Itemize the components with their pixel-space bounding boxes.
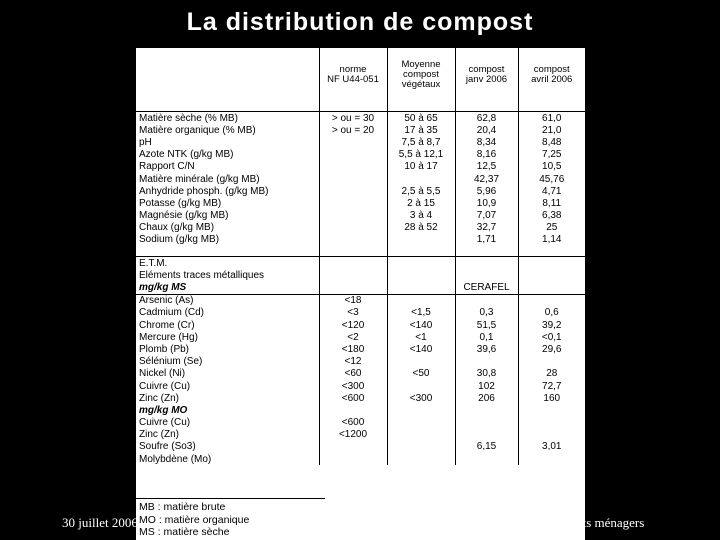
cell-value [387, 380, 455, 392]
cell-value: 17 à 35 [387, 124, 455, 136]
cell-value: <3 [319, 307, 387, 319]
table-row [136, 161, 585, 173]
cell-value: 12,5 [455, 161, 518, 173]
table-row [136, 294, 585, 307]
cell-value [319, 234, 387, 246]
cell-value [518, 453, 585, 465]
table-row [136, 136, 585, 148]
row-label: mg/kg MO [139, 404, 188, 416]
cell-value [518, 281, 585, 294]
cell-value [387, 173, 455, 185]
cell-value: 7,07 [455, 210, 518, 222]
table-row [136, 185, 585, 197]
cell-value: 0,1 [455, 331, 518, 343]
cell-value: 6,38 [518, 210, 585, 222]
table-row [136, 307, 585, 319]
cell-value: 39,6 [455, 343, 518, 355]
column-header: compost janv 2006 [455, 48, 518, 101]
cell-value [455, 404, 518, 416]
row-label: Matière sèche (% MB) [136, 112, 319, 125]
cell-value: 20,4 [455, 124, 518, 136]
section-header [136, 281, 585, 294]
spacer-row [136, 101, 585, 112]
data-table [136, 48, 585, 465]
row-label: Sodium (g/kg MB) [139, 234, 220, 246]
cell-value [387, 269, 455, 281]
table-row [136, 441, 585, 453]
cell-value [518, 294, 585, 307]
cell-value: 8,34 [455, 136, 518, 148]
cell-value: > ou = 30 [319, 112, 387, 125]
cell-value: 5,96 [455, 185, 518, 197]
cell-value [387, 404, 455, 416]
row-label: Chaux (g/kg MB) [139, 222, 215, 234]
title-bar [0, 0, 720, 48]
cell-value [518, 404, 585, 416]
cell-value [319, 404, 387, 416]
cell-value: <18 [319, 294, 387, 307]
table-row [136, 197, 585, 209]
header-row [136, 48, 585, 101]
cell-value: 3,01 [518, 441, 585, 453]
cell-value [387, 453, 455, 465]
cell-value [387, 441, 455, 453]
row-label: Soufre (So3) [139, 441, 196, 453]
cell-value: 102 [455, 380, 518, 392]
table-row [136, 319, 585, 331]
footer-date: 30 juillet 2006 [62, 515, 138, 530]
cell-value [455, 101, 518, 112]
cell-value [455, 429, 518, 441]
cell-value [387, 246, 455, 257]
row-label [136, 101, 319, 112]
cell-value: CERAFEL [455, 281, 518, 294]
row-label: Plomb (Pb) [139, 343, 190, 355]
cell-value [387, 356, 455, 368]
cell-value: 39,2 [518, 319, 585, 331]
cell-value: 72,7 [518, 380, 585, 392]
cell-value: 10 à 17 [387, 161, 455, 173]
table-row [136, 356, 585, 368]
cell-value: 0,3 [455, 307, 518, 319]
column-header: compost avril 2006 [518, 48, 585, 101]
cell-value [387, 101, 455, 112]
table-row [136, 124, 585, 136]
footer-colloque: Colloque sur la gestion et le traitement des déchets ménagers [327, 515, 645, 530]
cell-value: 10,5 [518, 161, 585, 173]
cell-value: 45,76 [518, 173, 585, 185]
cell-value: 7,5 à 8,7 [387, 136, 455, 148]
cell-value [319, 136, 387, 148]
cell-value: <600 [319, 417, 387, 429]
table-row [136, 368, 585, 380]
row-label: Molybdène (Mo) [139, 453, 212, 465]
cell-value: > ou = 20 [319, 124, 387, 136]
table-row [136, 343, 585, 355]
cell-value: 29,6 [518, 343, 585, 355]
cell-value: <1,5 [387, 307, 455, 319]
cell-value: <140 [387, 319, 455, 331]
row-label: Matière organique (% MB) [139, 124, 256, 136]
cell-value [319, 222, 387, 234]
row-label: Rapport C/N [139, 161, 195, 173]
row-label: Arsenic (As) [136, 294, 319, 307]
cell-value: <2 [319, 331, 387, 343]
row-label: Anhydride phosph. (g/kg MB) [139, 185, 269, 197]
table-row [136, 392, 585, 404]
column-header: norme NF U44-051 [319, 48, 387, 101]
cell-value: <60 [319, 368, 387, 380]
row-label: Nickel (Ni) [139, 368, 186, 380]
legend-item: MB : matière brute [139, 501, 226, 513]
table-row [136, 331, 585, 343]
table-row [136, 210, 585, 222]
cell-value [319, 149, 387, 161]
cell-value [319, 197, 387, 209]
cell-value: <600 [319, 392, 387, 404]
cell-value: 3 à 4 [387, 210, 455, 222]
cell-value [518, 257, 585, 270]
legend [136, 498, 325, 539]
section-header [136, 269, 585, 281]
cell-value [387, 294, 455, 307]
cell-value [319, 441, 387, 453]
row-label: Cadmium (Cd) [139, 307, 205, 319]
table-row [136, 429, 585, 441]
cell-value [319, 269, 387, 281]
cell-value: 8,48 [518, 136, 585, 148]
cell-value [455, 453, 518, 465]
cell-value [387, 281, 455, 294]
section-header [136, 257, 585, 270]
compost-table [136, 48, 585, 540]
cell-value [387, 257, 455, 270]
row-label: Cuivre (Cu) [139, 417, 191, 429]
row-label: Matière minérale (g/kg MB) [139, 173, 260, 185]
row-label: Magnésie (g/kg MB) [139, 210, 229, 222]
cell-value [387, 234, 455, 246]
cell-value: 1,14 [518, 234, 585, 246]
row-label: Zinc (Zn) [139, 392, 179, 404]
cell-value [455, 356, 518, 368]
table-row [136, 453, 585, 465]
cell-value: 2 à 15 [387, 197, 455, 209]
cell-value [518, 269, 585, 281]
cell-value: <50 [387, 368, 455, 380]
table-row [136, 173, 585, 185]
legend-item: MO : matière organique [139, 513, 250, 526]
cell-value: <12 [319, 356, 387, 368]
table-row [136, 149, 585, 161]
cell-value: 61,0 [518, 112, 585, 125]
cell-value: 42,37 [455, 173, 518, 185]
cell-value: 51,5 [455, 319, 518, 331]
table-row [136, 417, 585, 429]
row-label: Cuivre (Cu) [139, 380, 191, 392]
table-row [136, 380, 585, 392]
cell-value [319, 161, 387, 173]
cell-value: 8,16 [455, 149, 518, 161]
cell-value [455, 257, 518, 270]
column-header: Moyenne compost végétaux [387, 48, 455, 101]
row-label [136, 246, 319, 257]
cell-value [455, 269, 518, 281]
cell-value: 0,6 [518, 307, 585, 319]
cell-value [518, 417, 585, 429]
cell-value: 28 à 52 [387, 222, 455, 234]
cell-value [319, 173, 387, 185]
row-label: Potasse (g/kg MB) [139, 197, 222, 209]
row-label: Azote NTK (g/kg MB) [139, 149, 234, 161]
spacer-row [136, 246, 585, 257]
cell-value [387, 417, 455, 429]
cell-value: 62,8 [455, 112, 518, 125]
column-header [136, 48, 319, 101]
cell-value: 28 [518, 368, 585, 380]
cell-value: <0,1 [518, 331, 585, 343]
cell-value [518, 429, 585, 441]
cell-value: <300 [319, 380, 387, 392]
cell-value: <1200 [319, 429, 387, 441]
cell-value [319, 453, 387, 465]
cell-value: 4,71 [518, 185, 585, 197]
cell-value [518, 356, 585, 368]
table-row [136, 234, 585, 246]
cell-value [455, 294, 518, 307]
cell-value: 32,7 [455, 222, 518, 234]
cell-value [319, 257, 387, 270]
cell-value: 160 [518, 392, 585, 404]
row-label: E.T.M. [136, 257, 319, 270]
row-label: Sélénium (Se) [139, 356, 203, 368]
page-title: La distribution de compost [186, 8, 534, 36]
row-label: Eléments traces métalliques [139, 269, 265, 281]
cell-value [319, 101, 387, 112]
row-label: Zinc (Zn) [139, 429, 179, 441]
cell-value: <120 [319, 319, 387, 331]
cell-value: 1,71 [455, 234, 518, 246]
row-label: Chrome (Cr) [139, 319, 195, 331]
cell-value: 6,15 [455, 441, 518, 453]
cell-value [319, 210, 387, 222]
cell-value [319, 281, 387, 294]
cell-value: 7,25 [518, 149, 585, 161]
row-label: Mercure (Hg) [139, 331, 198, 343]
cell-value: 8,11 [518, 197, 585, 209]
section-header [136, 404, 585, 416]
cell-value: 30,8 [455, 368, 518, 380]
row-label: mg/kg MS [139, 282, 187, 294]
cell-value: 2,5 à 5,5 [387, 185, 455, 197]
row-label: pH [139, 136, 152, 148]
cell-value: 206 [455, 392, 518, 404]
table-row [136, 222, 585, 234]
cell-value [387, 429, 455, 441]
cell-value [518, 101, 585, 112]
cell-value [518, 246, 585, 257]
cell-value [319, 246, 387, 257]
cell-value: <1 [387, 331, 455, 343]
cell-value [319, 185, 387, 197]
cell-value: 25 [518, 222, 585, 234]
table-row [136, 112, 585, 125]
cell-value: <140 [387, 343, 455, 355]
cell-value: 10,9 [455, 197, 518, 209]
cell-value: 5,5 à 12,1 [387, 149, 455, 161]
cell-value: 21,0 [518, 124, 585, 136]
cell-value: 50 à 65 [387, 112, 455, 125]
cell-value [455, 246, 518, 257]
cell-value: <180 [319, 343, 387, 355]
cell-value: <300 [387, 392, 455, 404]
cell-value [455, 417, 518, 429]
legend-item: MS : matière sèche [139, 526, 230, 538]
